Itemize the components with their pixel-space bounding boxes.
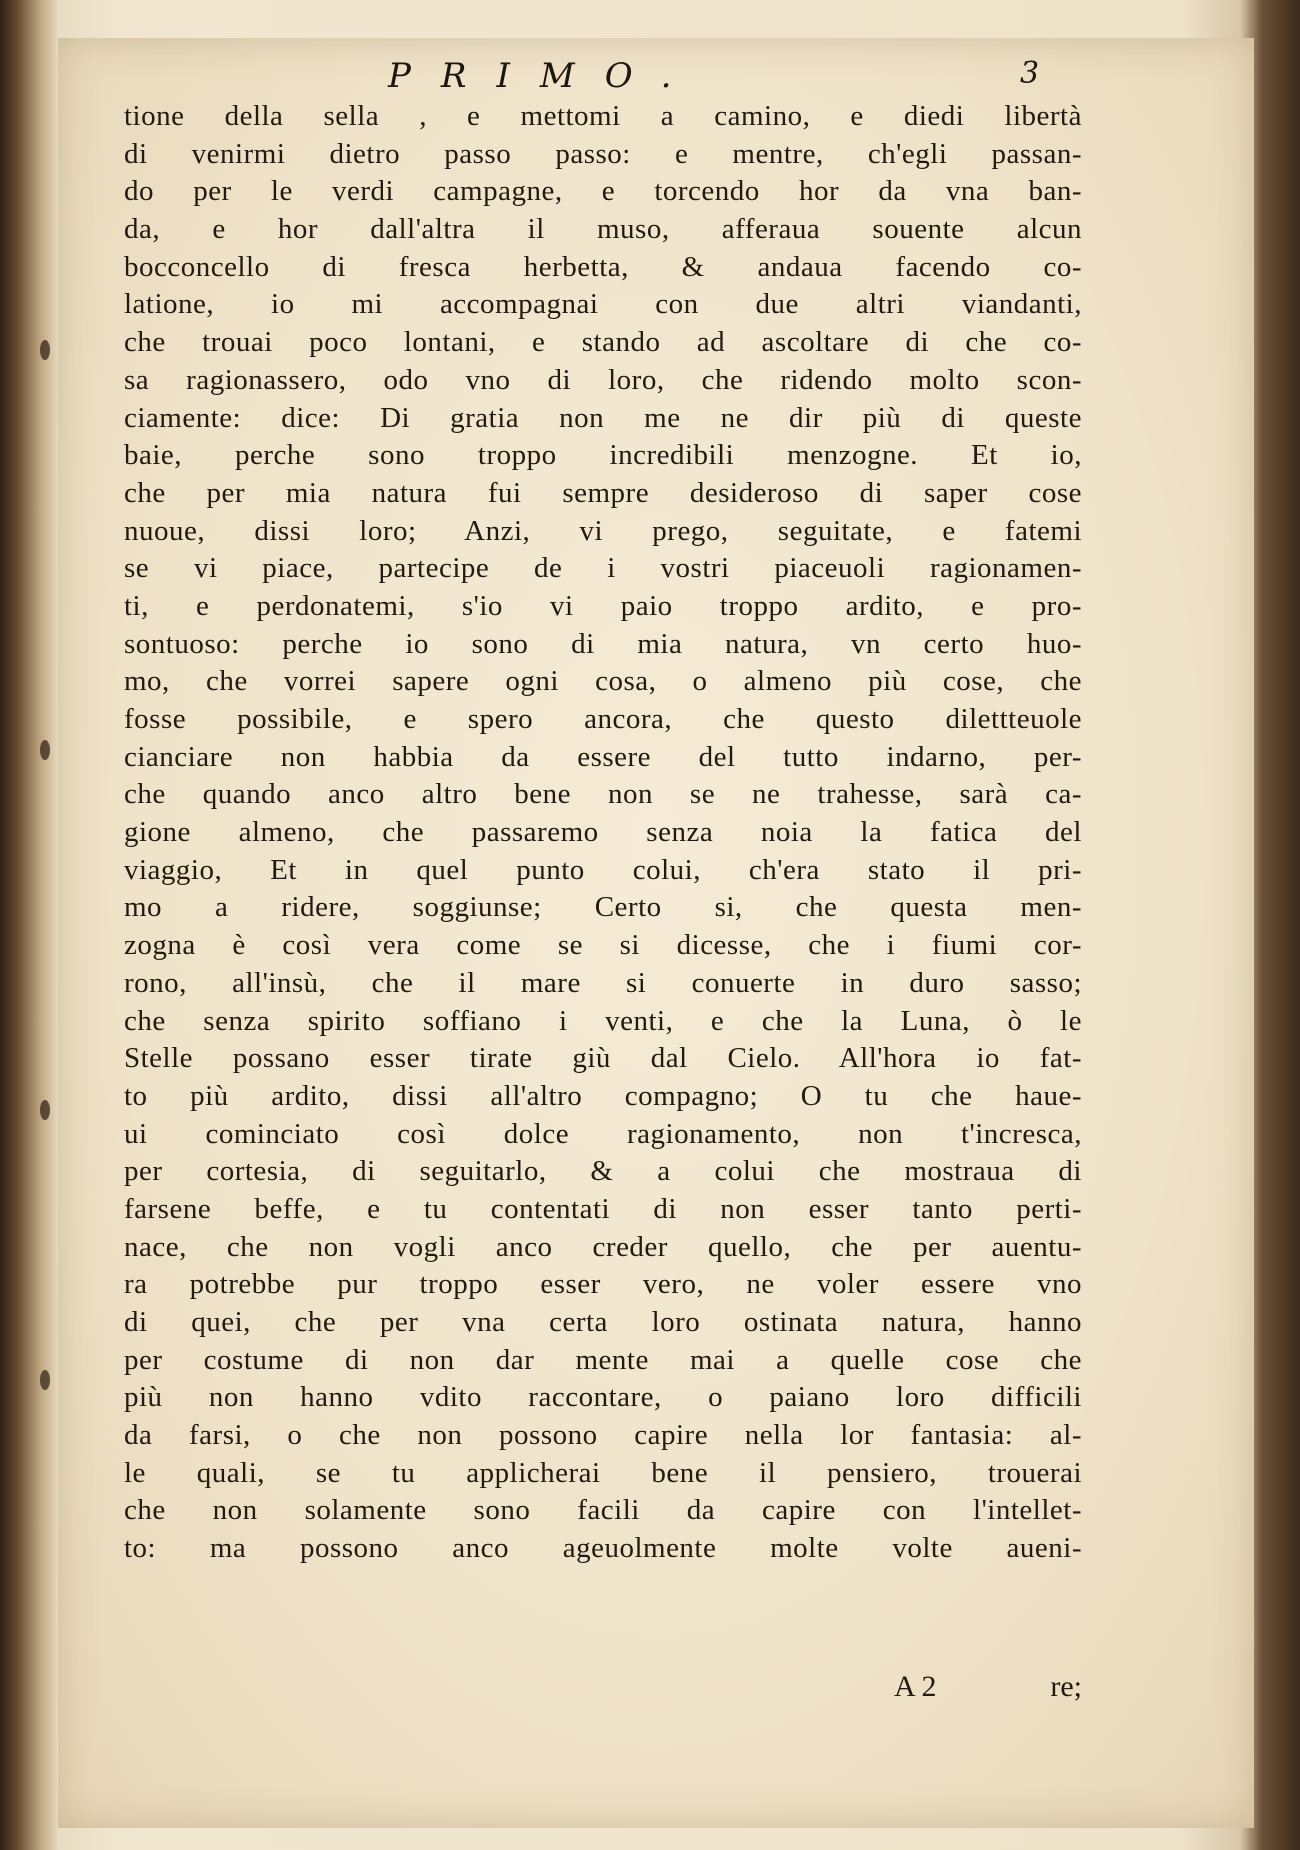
text-line: ra potrebbe pur troppo esser vero, ne voler essere vno xyxy=(124,1268,1082,1301)
text-line: nace, che non vogli anco creder quello, che per auentu- xyxy=(124,1230,1082,1263)
signature-mark: A 2 xyxy=(894,1670,937,1703)
text-line: mo a ridere, soggiunse; Certo si, che questa men- xyxy=(124,891,1082,924)
text-line: per costume di non dar mente mai a quelle cose che xyxy=(124,1343,1082,1376)
text-line: di quei, che per vna certa loro ostinata natura, hanno xyxy=(124,1306,1082,1338)
text-line: che per mia natura fui sempre desideroso di saper cose xyxy=(124,476,1082,509)
text-line: ui cominciato così dolce ragionamento, non t'incresca, xyxy=(124,1117,1082,1150)
text-line: viaggio, Et in quel punto colui, ch'era stato il pri- xyxy=(124,853,1082,886)
text-line: to più ardito, dissi all'altro compagno; O tu che haue- xyxy=(124,1079,1082,1112)
text-line: da, e hor dall'altra il muso, afferaua souente alcun xyxy=(124,213,1082,246)
page-number: 3 xyxy=(1020,56,1040,91)
text-line: cianciare non habbia da essere del tutto indarno, per- xyxy=(124,740,1082,773)
text-line: nuoue, dissi loro; Anzi, vi prego, seguitate, e fatemi xyxy=(124,514,1082,547)
margin-mark xyxy=(40,1100,50,1120)
text-line: più non hanno vdito raccontare, o paiano loro difficili xyxy=(124,1381,1082,1414)
text-line: ciamente: dice: Di gratia non me ne dir più di queste xyxy=(124,401,1082,434)
text-line: che non solamente sono facili da capire con l'intellet- xyxy=(124,1494,1082,1527)
text-line: da farsi, o che non possono capire nella lor fantasia: al- xyxy=(124,1419,1082,1452)
book-page xyxy=(58,38,1254,1828)
margin-mark xyxy=(40,740,50,760)
text-line: farsene beffe, e tu contentati di non esser tanto perti- xyxy=(124,1192,1082,1225)
text-line: se vi piace, partecipe de i vostri piaceuoli ragionamen- xyxy=(124,552,1082,585)
text-line: che senza spirito soffiano i venti, e che la Luna, ò le xyxy=(124,1004,1082,1037)
facing-page-edge xyxy=(0,0,56,1850)
text-line: tione della sella , e mettomi a camino, e diedi libertà xyxy=(124,100,1082,132)
body-text xyxy=(124,98,1082,1568)
margin-mark xyxy=(40,1370,50,1390)
text-line: sontuoso: perche io sono di mia natura, vn certo huo- xyxy=(124,627,1082,660)
catchword: re; xyxy=(1050,1670,1082,1703)
text-line: che trouai poco lontani, e stando ad ascoltare di che co- xyxy=(124,326,1082,359)
text-line: che quando anco altro bene non se ne trahesse, sarà ca- xyxy=(124,778,1082,811)
page-footer xyxy=(124,1670,1082,1710)
text-line: do per le verdi campagne, e torcendo hor da vna ban- xyxy=(124,175,1082,208)
text-line: to: ma possono anco ageuolmente molte volte aueni- xyxy=(124,1532,1082,1565)
text-line: le quali, se tu applicherai bene il pensiero, trouerai xyxy=(124,1456,1082,1489)
text-line: rono, all'insù, che il mare si conuerte in duro sasso; xyxy=(124,966,1082,999)
text-line: gione almeno, che passaremo senza noia la fatica del xyxy=(124,816,1082,849)
text-line: fosse possibile, e spero ancora, che questo dilettteuole xyxy=(124,703,1082,735)
text-line: bocconcello di fresca herbetta, & andaua facendo co- xyxy=(124,250,1082,283)
text-line: Stelle possano esser tirate giù dal Cielo. All'hora io fat- xyxy=(124,1042,1082,1075)
text-line: baie, perche sono troppo incredibili menzogne. Et io, xyxy=(124,439,1082,472)
text-line: ti, e perdonatemi, s'io vi paio troppo ardito, e pro- xyxy=(124,589,1082,622)
text-line: mo, che vorrei sapere ogni cosa, o almeno più cose, che xyxy=(124,665,1082,698)
running-head: PRIMO. xyxy=(388,56,702,96)
text-line: sa ragionassero, odo vno di loro, che ridendo molto scon- xyxy=(124,363,1082,396)
text-line: di venirmi dietro passo passo: e mentre, ch'egli passan- xyxy=(124,137,1082,170)
text-line: latione, io mi accompagnai con due altri viandanti, xyxy=(124,288,1082,321)
text-line: zogna è così vera come se si dicesse, che i fiumi cor- xyxy=(124,929,1082,962)
margin-mark xyxy=(40,340,50,360)
text-line: per cortesia, di seguitarlo, & a colui che mostraua di xyxy=(124,1155,1082,1188)
